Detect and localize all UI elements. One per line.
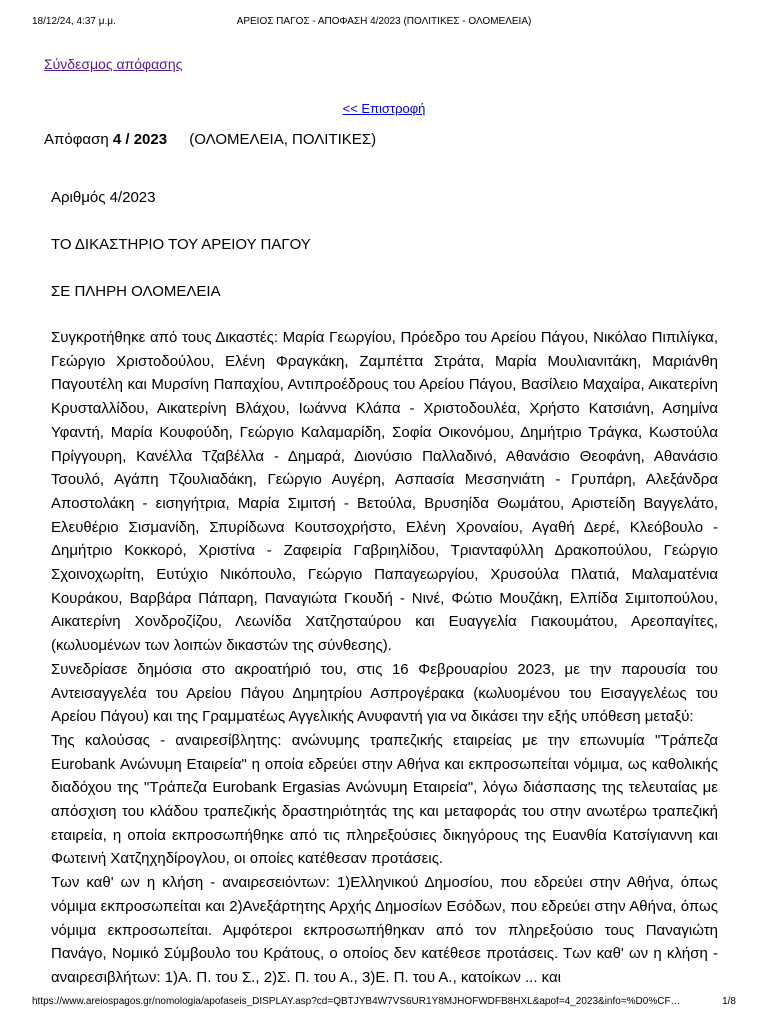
print-footer [0, 996, 768, 1010]
back-link[interactable]: << Επιστροφή [342, 101, 426, 116]
print-datetime: 18/12/24, 4:37 μ.μ. [32, 16, 116, 27]
decision-body [51, 326, 718, 990]
respondents-paragraph: Των καθ' ων η κλήση - αναιρεσειόντων: 1)Ελληνικού Δημοσίου, που εδρεύει στην Αθήνα, όπως νόμιμα εκπροσωπείται και 2)Ανεξάρτητης Αρχής Δημοσίων Εσόδων, που εδρεύει στην Αθήνα, όπως νόμιμα εκπροσωπείται. Αμφότεροι εκπροσωπήθηκαν από τον πληρεξούσιο τους Παναγιώτη Πανάγο, Νομικό Σύμβουλο του Κράτους, ο οποίος δεν κατέθεσε προτάσεις. Των καθ' ων η κλήση - αναιρεσιβλήτων: 1)Α. Π. του Σ., 2)Σ. Π. του Α., 3)Ε. Π. του Α., κατοίκων ... και [51, 874, 718, 986]
decision-label: Απόφαση [44, 131, 109, 148]
decision-number: 4 / 2023 [112, 131, 168, 148]
document-number: Αριθμός 4/2023 [51, 189, 156, 206]
decision-heading [44, 131, 376, 148]
session-paragraph: Συνεδρίασε δημόσια στο ακροατήριό του, στις 16 Φεβρουαρίου 2023, με την παρουσία του Αντεισαγγελέα του Αρείου Πάγου Δημητρίου Ασπρογέρακα (κωλυομένου του Εισαγγελέως του Αρείου Πάγου) και της Γραμματέως Αγγελικής Ανυφαντή για να δικάσει την εξής υπόθεση μεταξύ: [51, 660, 718, 726]
judges-paragraph: Συγκροτήθηκε από τους Δικαστές: Μαρία Γεωργίου, Πρόεδρο του Αρείου Πάγου, Νικόλαο Πιπιλίγκα, Γεώργιο Χριστοδούλου, Ελένη Φραγκάκη, Ζαμπέττα Στράτα, Μαρία Μουλιανιτάκη, Μαριάνθη Παγουτέλη και Μυρσίνη Παπαχίου, Αντιπροέδρους του Αρείου Πάγου, Βασίλειο Μαχαίρα, Αικατερίνη Κρυσταλλίδου, Αικατερίνη Βλάχου, Ιωάννα Κλάπα - Χριστοδουλέα, Χρήστο Κατσιάνη, Ασημίνα Υφαντή, Μαρία Κουφούδη, Γεώργιο Καλαμαρίδη, Σοφία Οικονόμου, Δημήτριο Τράγκα, Κωστούλα Πρίγγουρη, Κανέλλα Τζαβέλλα - Δημαρά, Διονύσιο Παλλαδινό, Αθανάσιο Θεοφάνη, Αθανάσιο Τσουλό, Αγάπη Τζουλιαδάκη, Γεώργιο Αυγέρη, Ασπασία Μεσσηνιάτη - Γρυπάρη, Αλεξάνδρα Αποστολάκη - εισηγήτρια, Μαρία Σιμιτσή - Βετούλα, Βρυσηίδα Θωμάτου, Αριστείδη Βαγγελάτο, Ελευθέριο Σισμανίδη, Σπυρίδωνα Κουτσοχρήστο, Ελένη Χροναίου, Αγαθή Δερέ, Κλεόβουλο - Δημήτριο Κοκκορό, Χριστίνα - Ζαφειρία Γαβριηλίδου, Τριανταφύλλη Δρακοπούλου, Γεώργιο Σχοινοχωρίτη, Ευτύχιο Νικόπουλο, Γεώργιο Παπαγεωργίου, Χρυσούλα Πλατιά, Μαλαματένια Κουράκου, Βαρβάρα Πάπαρη, Παναγιώτα Γκουδή - Νινέ, Φώτιο Μουζάκη, Ελπίδα Σιμιτοπούλου, Αικατερίνη Χονδροζίζου, Λεωνίδα Χατζησταύρου και Ευαγγελία Γιακουμάτου, Αρεοπαγίτες, (κωλυομένων των λοιπών δικαστών της σύνθεσης). [51, 329, 718, 655]
decision-court: (ΟΛΟΜΕΛΕΙΑ, ΠΟΛΙΤΙΚΕΣ) [189, 131, 377, 148]
print-url: https://www.areiospagos.gr/nomologia/apofaseis_DISPLAY.asp?cd=QBTJYB4W7VS6UR1Y8MJHOFWDFB8HXL&apof=4_2023&info=%D0%CF… [32, 996, 681, 1007]
print-header [0, 16, 768, 30]
print-page-title: ΑΡΕΙΟΣ ΠΑΓΟΣ - ΑΠΟΦΑΣΗ 4/2023 (ΠΟΛΙΤΙΚΕΣ - ΟΛΟΜΕΛΕΙΑ) [236, 16, 532, 27]
court-name: ΤΟ ΔΙΚΑΣΤΗΡΙΟ ΤΟΥ ΑΡΕΙΟΥ ΠΑΓΟΥ [51, 236, 311, 253]
session-type: ΣΕ ΠΛΗΡΗ ΟΛΟΜΕΛΕΙΑ [51, 283, 221, 300]
applicant-paragraph: Της καλούσας - αναιρεσίβλητης: ανώνυμης τραπεζικής εταιρείας με την επωνυμία "Τράπεζα Eurobank Ανώνυμη Εταιρεία" η οποία εδρεύει στην Αθήνα και εκπροσωπείται νόμιμα, ως καθολικής διαδόχου της "Τράπεζα Eurobank Ergasias Ανώνυμη Εταιρεία", λόγω διάσπασης της τελευταίας με απόσχιση του κλάδου τραπεζικής δραστηριότητάς της και μεταφοράς του στην ανωτέρω τραπεζική εταιρεία, η οποία εκπροσωπήθηκε από τις πληρεξούσιες δικηγόρους της Ευανθία Κατσίγιαννη και Φωτεινή Χατζηχηδίρογλου, οι οποίες κατέθεσαν προτάσεις. [51, 731, 718, 868]
decision-link[interactable]: Σύνδεσμος απόφασης [44, 56, 183, 72]
page-number: 1/8 [722, 996, 736, 1007]
